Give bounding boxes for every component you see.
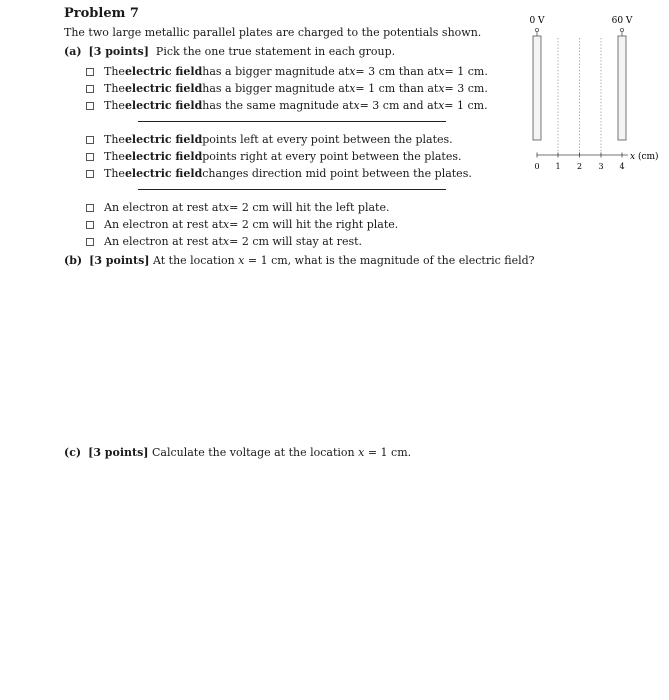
tick-label-0: 0 xyxy=(534,162,540,171)
option-2-2[interactable]: The electric field points right at every point between the plates. xyxy=(86,150,461,163)
tick-label-1: 1 xyxy=(555,162,561,171)
tick-label-2: 2 xyxy=(576,162,583,171)
parallel-plates-figure xyxy=(520,8,665,180)
checkbox[interactable] xyxy=(86,238,94,246)
tick-label-4: 4 xyxy=(619,162,625,171)
part-a-label: (a) xyxy=(64,45,82,58)
left-plate-voltage: 0 V xyxy=(529,16,545,26)
group-divider xyxy=(138,189,446,190)
checkbox[interactable] xyxy=(86,221,94,229)
part-b-points: [3 points] xyxy=(89,254,150,267)
problem-title: Problem 7 xyxy=(64,6,139,21)
checkbox[interactable] xyxy=(86,153,94,161)
option-1-2[interactable]: The electric field has a bigger magnitude at x = 1 cm than at x = 3 cm. xyxy=(86,82,488,95)
checkbox[interactable] xyxy=(86,136,94,144)
option-3-2[interactable]: An electron at rest at x = 2 cm will hit the right plate. xyxy=(86,218,398,231)
checkbox[interactable] xyxy=(86,85,94,93)
part-c-label: (c) xyxy=(64,446,82,459)
option-1-1[interactable]: The electric field has a bigger magnitude at x = 3 cm than at x = 1 cm. xyxy=(86,65,488,78)
checkbox[interactable] xyxy=(86,68,94,76)
left-plate xyxy=(533,36,541,140)
option-2-3[interactable]: The electric field changes direction mid point between the plates. xyxy=(86,167,472,180)
axis-label: x (cm) xyxy=(630,152,659,162)
group-divider xyxy=(138,121,446,122)
checkbox[interactable] xyxy=(86,170,94,178)
option-3-1[interactable]: An electron at rest at x = 2 cm will hit the left plate. xyxy=(86,201,389,214)
left-terminal xyxy=(535,28,538,36)
part-a-prompt: Pick the one true statement in each group. xyxy=(155,45,396,58)
option-3-3[interactable]: An electron at rest at x = 2 cm will stay at rest. xyxy=(86,235,362,248)
right-plate-voltage: 60 V xyxy=(611,16,633,26)
option-1-3[interactable]: The electric field has the same magnitude at x = 3 cm and at x = 1 cm. xyxy=(86,99,488,112)
part-c-points: [3 points] xyxy=(88,446,149,459)
right-terminal xyxy=(620,28,623,36)
checkbox[interactable] xyxy=(86,102,94,110)
option-2-1[interactable]: The electric field points left at every point between the plates. xyxy=(86,133,453,146)
part-a-header xyxy=(64,45,395,58)
right-plate xyxy=(618,36,626,140)
problem-intro: The two large metallic parallel plates are charged to the potentials shown. xyxy=(64,26,482,39)
part-b-label: (b) xyxy=(64,254,83,267)
tick-label-3: 3 xyxy=(598,162,604,171)
part-c-question: (c) [3 points] Calculate the voltage at the location x = 1 cm. xyxy=(64,446,412,459)
checkbox[interactable] xyxy=(86,204,94,212)
part-a-points: [3 points] xyxy=(88,45,149,58)
part-b-question: (b) [3 points] At the location x = 1 cm, what is the magnitude of the electric field? xyxy=(64,254,535,267)
